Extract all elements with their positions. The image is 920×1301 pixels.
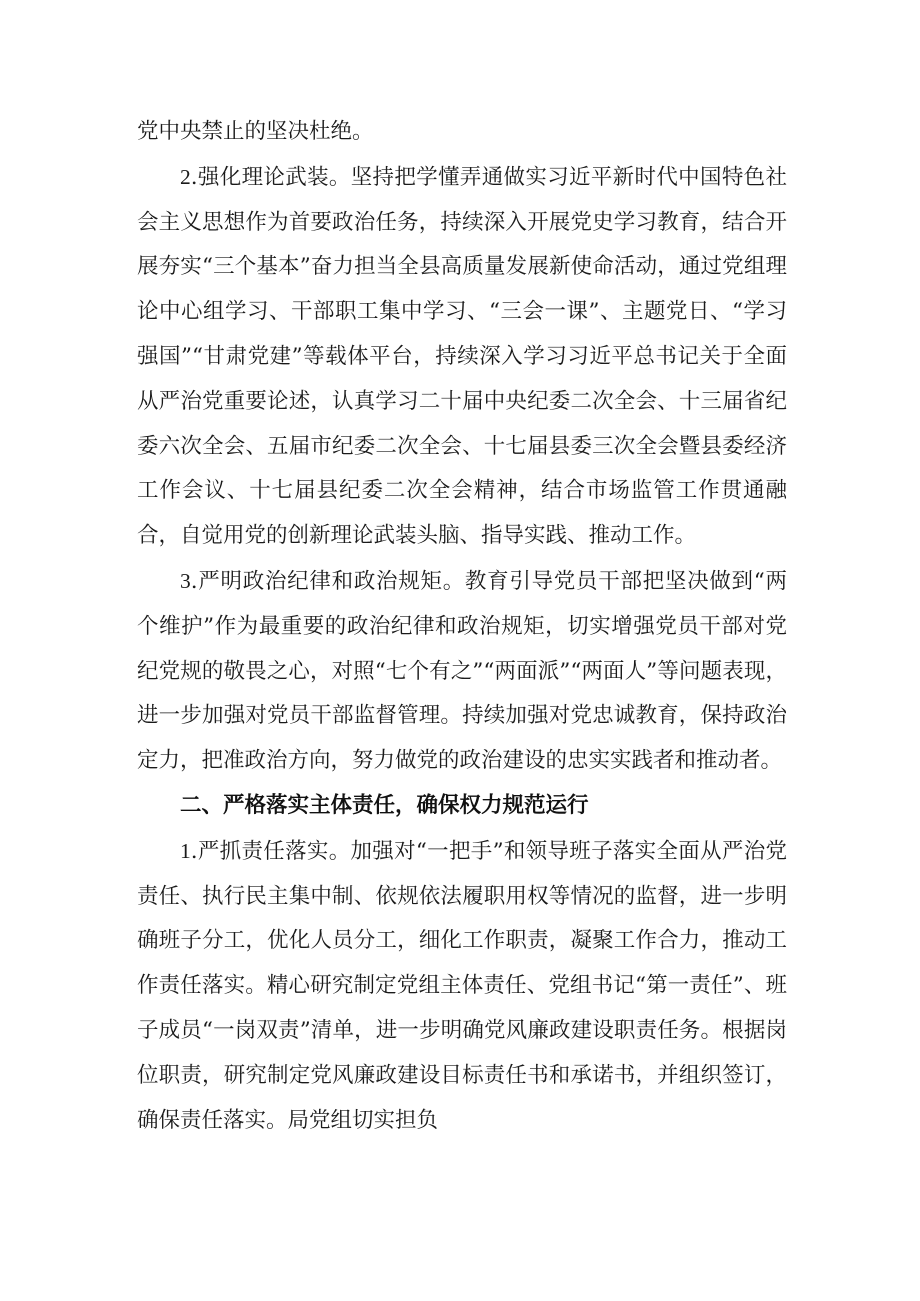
item-number: 1 [180,838,191,863]
document-page [137,110,787,1143]
item-number: 2 [180,164,191,189]
item-number: 3 [180,568,191,593]
paragraph-text: .严明政治纪律和政治规矩。教育引导党员干部把坚决做到“两个维护”作为最重要的政治纪律和政治规矩，切实增强党员干部对党纪党规的敬畏之心，对照“七个有之”“两面派”“两面人”等问题表现，进一步加强对党员干部监督管理。持续加强对党忠诚教育，保持政治定力，把准政治方向，努力做党的政治建设的忠实实践者和推动者。 [137,568,787,774]
paragraph-political-discipline [137,559,787,784]
paragraph-text: .严抓责任落实。加强对“一把手”和领导班子落实全面从严治党责任、执行民主集中制、依规依法履职用权等情况的监督，进一步明确班子分工，优化人员分工，细化工作职责，凝聚工作合力，推动工作责任落实。精心研究制定党组主体责任、党组书记“第一责任”、班子成员“一岗双责”清单，进一步明确党风廉政建设职责任务。根据岗位职责，研究制定党风廉政建设目标责任书和承诺书，并组织签订，确保责任落实。局党组切实担负 [137,838,787,1133]
paragraph-continuation [137,110,787,155]
section-heading: 二、严格落实主体责任，确保权力规范运行 [180,792,589,818]
paragraph-theory-armament [137,155,787,559]
paragraph-text: 党中央禁止的坚决杜绝。 [137,119,374,144]
paragraph-responsibility [137,829,787,1144]
paragraph-text: .强化理论武装。坚持把学懂弄通做实习近平新时代中国特色社会主义思想作为首要政治任务，持续深入开展党史学习教育，结合开展夯实“三个基本”奋力担当全县高质量发展新使命活动，通过党组理论中心组学习、干部职工集中学习、“三会一课”、主题党日、“学习强国”“甘肃党建”等载体平台，持续深入学习习近平总书记关于全面从严治党重要论述，认真学习二十届中央纪委二次全会、十三届省纪委六次全会、五届市纪委二次全会、十七届县委三次全会暨县委经济工作会议、十七届县纪委二次全会精神，结合市场监管工作贯通融合，自觉用党的创新理论武装头脑、指导实践、推动工作。 [137,164,787,549]
